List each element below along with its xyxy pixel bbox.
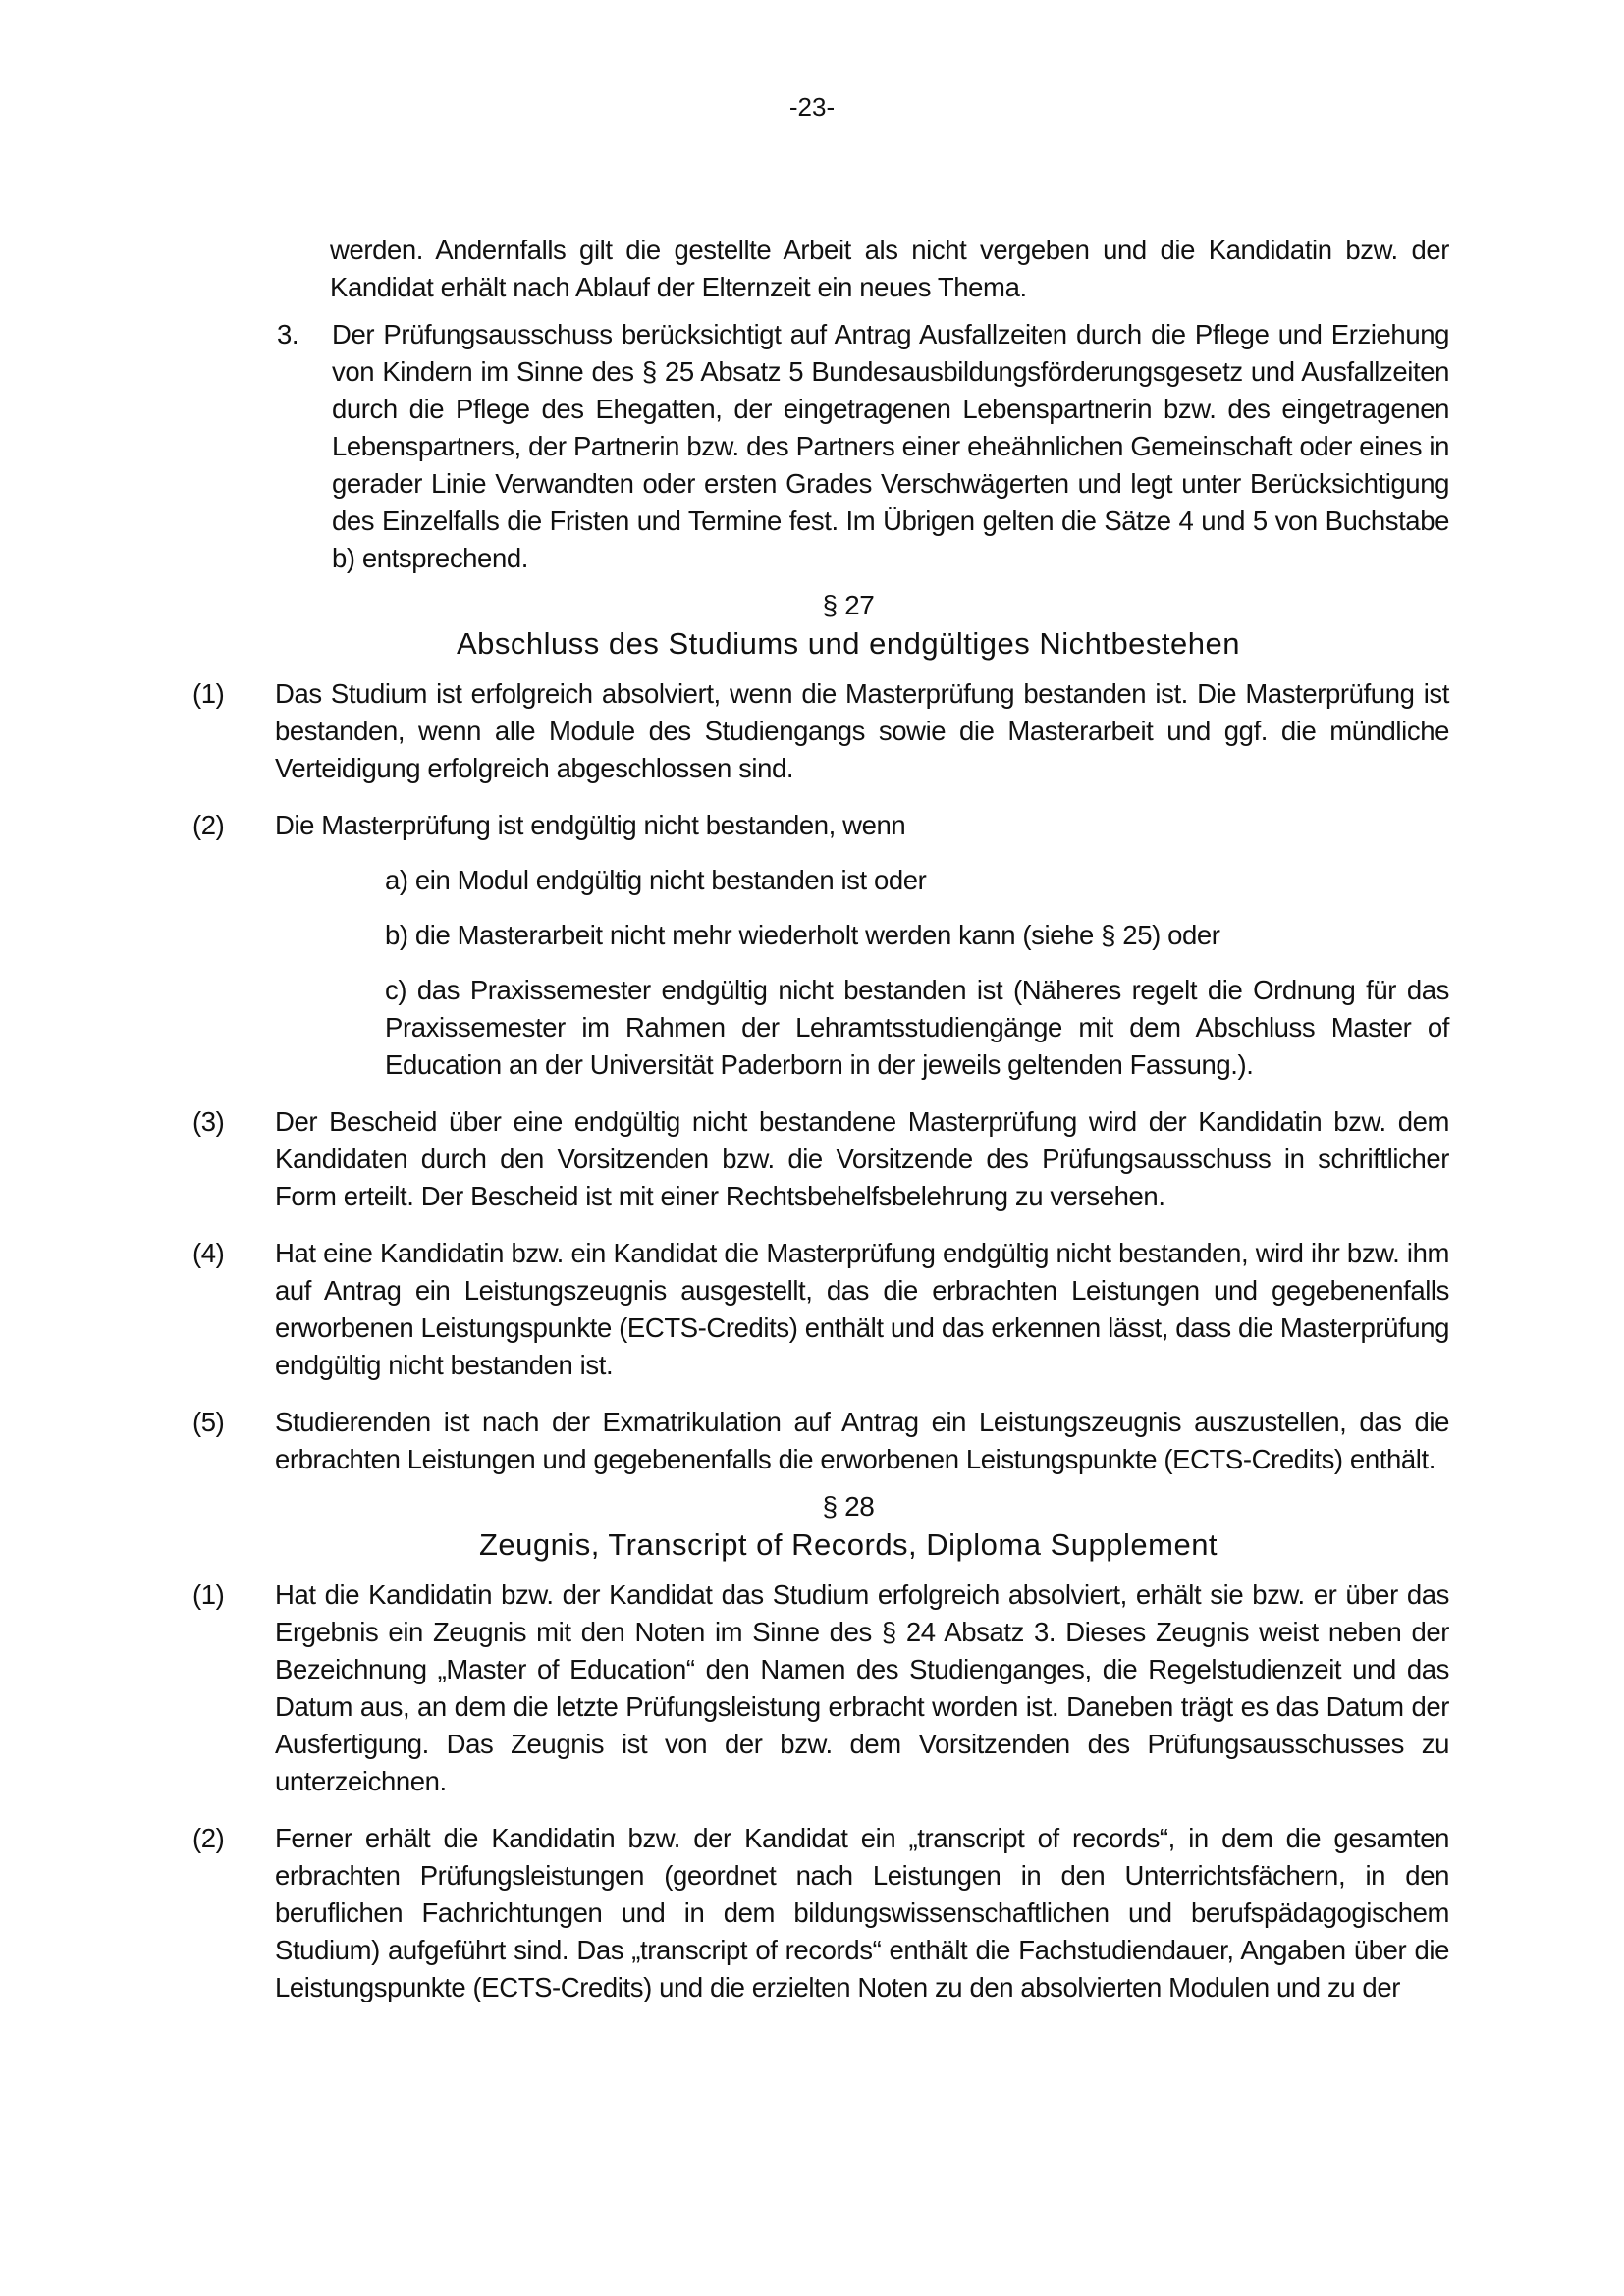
enumerated-item-text: Der Prüfungsausschuss berücksichtigt auf Antrag Ausfallzeiten durch die Pflege und Erziehung von Kindern im Sinne des § 25 Absatz 5 Bundesausbildungsförderungsgesetz und Ausfallzeiten durch die Pflege des Ehegatten, der eingetragenen Lebenspartnerin bzw. des eingetragenen Lebenspartners, der Partnerin bzw. des Partners einer eheähnlichen Gemeinschaft oder eines in gerader Linie Verwandten oder ersten Grades Verschwägerten und legt unter Berücksichtigung des Einzelfalls die Fristen und Termine fest. Im Übrigen gelten die Sätze 4 und 5 von Buchstabe b) entsprechend. bbox=[332, 319, 1449, 573]
paragraph-number: (1) bbox=[192, 678, 225, 709]
paragraph-number: (4) bbox=[192, 1238, 225, 1268]
section-28-title: Zeugnis, Transcript of Records, Diploma Supplement bbox=[478, 1527, 1218, 1562]
continuation-text: werden. Andernfalls gilt die gestellte Arbeit als nicht vergeben und die Kandidatin bzw. der Kandidat erhält nach Ablauf der Elternzeit ein neues Thema. bbox=[330, 235, 1449, 302]
section-27-paragraph-3 bbox=[192, 1103, 1449, 1215]
paragraph-text: Hat eine Kandidatin bzw. ein Kandidat die Masterprüfung endgültig nicht bestanden, wird ihr bzw. ihm auf Antrag ein Leistungszeugnis ausgestellt, das die erbrachten Leistungen und gegebenenfalls erworbenen Leistungspunkte (ECTS-Credits) enthält und das erkennen lässt, dass die Masterprüfung endgültig nicht bestanden ist. bbox=[275, 1238, 1449, 1380]
paragraph-text: Das Studium ist erfolgreich absolviert, wenn die Masterprüfung bestanden ist. Die Masterprüfung ist bestanden, wenn alle Module des Studiengangs sowie die Masterarbeit und ggf. die mündliche Verteidigung erfolgreich abgeschlossen sind. bbox=[275, 678, 1449, 783]
section-27-paragraph-5 bbox=[192, 1404, 1449, 1478]
sub-item-c: c) das Praxissemester endgültig nicht bestanden ist (Näheres regelt die Ordnung für das Praxissemester im Rahmen der Lehramtsstudiengänge mit dem Abschluss Master of Education an der Universität Paderborn in der jeweils geltenden Fassung.). bbox=[385, 975, 1449, 1080]
page-number: -23- bbox=[788, 92, 836, 122]
paragraph-number: (5) bbox=[192, 1407, 225, 1437]
section-27-heading bbox=[247, 587, 1449, 664]
section-28-heading bbox=[247, 1488, 1449, 1565]
paragraph-number: (2) bbox=[192, 810, 225, 840]
paragraph-text: Hat die Kandidatin bzw. der Kandidat das Studium erfolgreich absolviert, erhält sie bzw. er über das Ergebnis ein Zeugnis mit den Noten im Sinne des § 24 Absatz 3. Dieses Zeugnis weist neben der Bezeichnung „Master of Education“ den Namen des Studienganges, die Regelstudienzeit und das Datum aus, an dem die letzte Prüfungsleistung erbracht worden ist. Daneben trägt es das Datum der Ausfertigung. Das Zeugnis ist von der bzw. dem Vorsitzenden des Prüfungsausschusses zu unterzeichnen. bbox=[275, 1579, 1449, 1796]
paragraph-text: Ferner erhält die Kandidatin bzw. der Kandidat ein „transcript of records“, in dem die gesamten erbrachten Prüfungsleistungen (geordnet nach Leistungen in den Unterrichtsfächern, in den beruflichen Fachrichtungen und in dem bildungswissenschaftlichen und berufspädagogischem Studium) aufgeführt sind. Das „transcript of records“ enthält die Fachstudiendauer, Angaben über die Leistungspunkte (ECTS-Credits) und die erzielten Noten zu den absolvierten Modulen und zu der bbox=[275, 1823, 1449, 2002]
paragraph-text: Die Masterprüfung ist endgültig nicht bestanden, wenn bbox=[275, 810, 906, 840]
sub-item-b: b) die Masterarbeit nicht mehr wiederholt werden kann (siehe § 25) oder bbox=[385, 920, 1220, 950]
paragraph-number: (1) bbox=[192, 1579, 225, 1610]
section-28-paragraph-1 bbox=[192, 1576, 1449, 1800]
sub-item-a: a) ein Modul endgültig nicht bestanden ist oder bbox=[385, 865, 927, 895]
enumerated-item-3 bbox=[277, 316, 1449, 577]
page-content bbox=[192, 232, 1449, 2006]
paragraph-text: Der Bescheid über eine endgültig nicht bestandene Masterprüfung wird der Kandidatin bzw. dem Kandidaten durch den Vorsitzenden bzw. die Vorsitzende des Prüfungsausschuss in schriftlicher Form erteilt. Der Bescheid ist mit einer Rechtsbehelfsbelehrung zu versehen. bbox=[275, 1106, 1449, 1211]
section-28-paragraph-2 bbox=[192, 1820, 1449, 2006]
section-27-number: § 27 bbox=[822, 590, 875, 620]
section-27-paragraph-4 bbox=[192, 1235, 1449, 1384]
enumerated-item-number: 3. bbox=[277, 319, 299, 349]
paragraph-text: Studierenden ist nach der Exmatrikulation auf Antrag ein Leistungszeugnis auszustellen, das die erbrachten Leistungen und gegebenenfalls die erworbenen Leistungspunkte (ECTS-Credits) enthält. bbox=[275, 1407, 1449, 1474]
paragraph-number: (2) bbox=[192, 1823, 225, 1853]
section-28-number: § 28 bbox=[822, 1491, 875, 1522]
section-27-paragraph-1 bbox=[192, 675, 1449, 787]
paragraph-number: (3) bbox=[192, 1106, 225, 1137]
section-27-paragraph-2 bbox=[192, 807, 1449, 844]
section-27-title: Abschluss des Studiums und endgültiges Nichtbestehen bbox=[456, 626, 1241, 661]
